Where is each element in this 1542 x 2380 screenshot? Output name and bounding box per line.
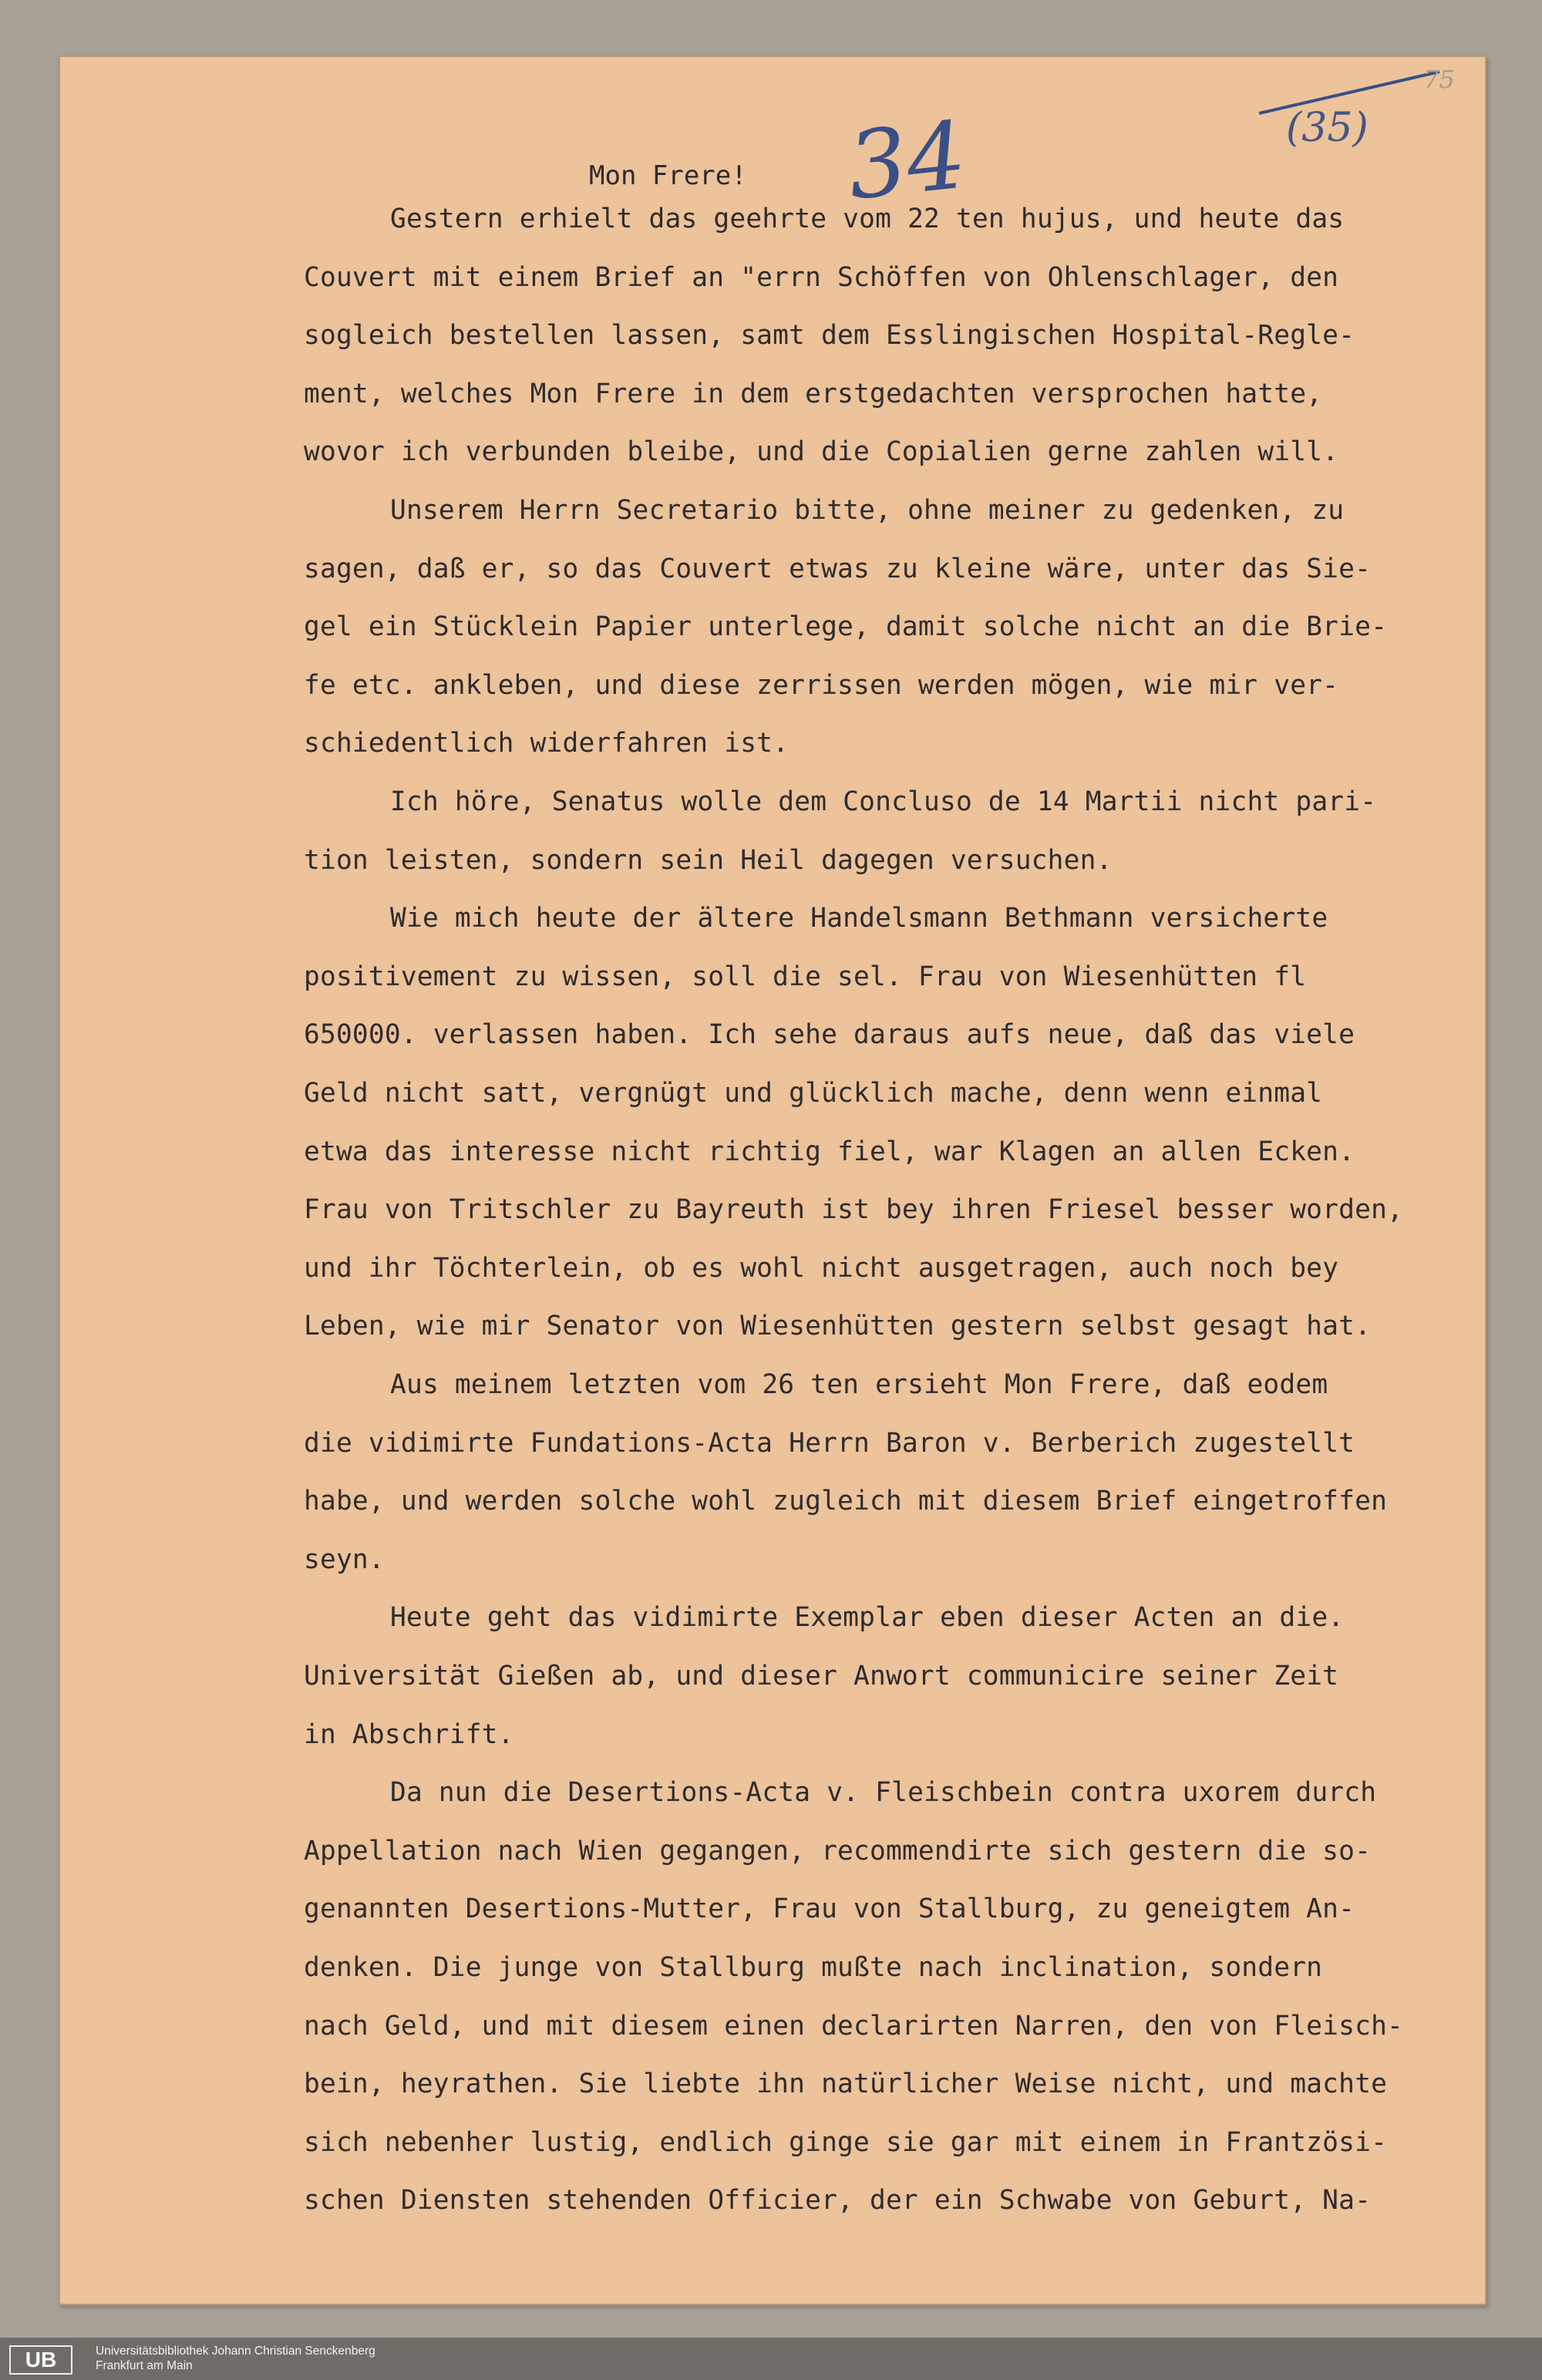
letter-line: nach Geld, und mit diesem einen declarirten Narren, den von Fleisch-: [304, 2011, 1404, 2042]
letter-line: genannten Desertions-Mutter, Frau von Stallburg, zu geneigtem An-: [304, 1894, 1355, 1924]
letter-line: sich nebenher lustig, endlich ginge sie gar mit einem in Frantzösi-: [304, 2127, 1388, 2158]
letter-line: denken. Die junge von Stallburg mußte nach inclination, sondern: [304, 1952, 1323, 1983]
salutation: Mon Frere!: [589, 160, 747, 191]
library-logo: UB: [9, 2345, 72, 2375]
letter-line: Leben, wie mir Senator von Wiesenhütten gestern selbst gesagt hat.: [304, 1311, 1372, 1341]
library-name-line2: Frankfurt am Main: [96, 2359, 193, 2372]
letter-line: und ihr Töchterlein, ob es wohl nicht ausgetragen, auch noch bey: [304, 1253, 1339, 1284]
letter-line: tion leisten, sondern sein Heil dagegen versuchen.: [304, 845, 1113, 876]
letter-line: seyn.: [304, 1544, 385, 1575]
letter-line: Da nun die Desertions-Acta v. Fleischbein contra uxorem durch: [390, 1777, 1377, 1808]
letter-line: Ich höre, Senatus wolle dem Concluso de 14 Martii nicht pari-: [390, 786, 1377, 817]
letter-line: fe etc. ankleben, und diese zerrissen werden mögen, wie mir ver-: [304, 670, 1339, 701]
page-number-annotation: 34: [843, 102, 971, 221]
letter-line: Couvert mit einem Brief an "errn Schöffen von Ohlenschlager, den: [304, 262, 1339, 293]
letter-line: wovor ich verbunden bleibe, und die Copialien gerne zahlen will.: [304, 436, 1339, 467]
letter-line: Frau von Tritschler zu Bayreuth ist bey ihren Friesel besser worden,: [304, 1194, 1404, 1225]
letter-line: sogleich bestellen lassen, samt dem Esslingischen Hospital-Regle-: [304, 320, 1355, 351]
letter-line: Aus meinem letzten vom 26 ten ersieht Mon Frere, daß eodem: [390, 1369, 1328, 1400]
letter-line: bein, heyrathen. Sie liebte ihn natürlicher Weise nicht, und machte: [304, 2069, 1388, 2099]
letter-line: gel ein Stücklein Papier unterlege, damit solche nicht an die Brie-: [304, 611, 1388, 642]
letter-line: sagen, daß er, so das Couvert etwas zu kleine wäre, unter das Sie-: [304, 554, 1372, 584]
letter-line: Wie mich heute der ältere Handelsmann Bethmann versicherte: [390, 903, 1328, 934]
corner-pencil-number: 75: [1423, 65, 1455, 94]
letter-line: Heute geht das vidimirte Exemplar eben dieser Acten an die.: [390, 1602, 1345, 1633]
letter-line: etwa das interesse nicht richtig fiel, war Klagen an allen Ecken.: [304, 1136, 1355, 1167]
letter-line: habe, und werden solche wohl zugleich mit diesem Brief eingetroffen: [304, 1486, 1388, 1517]
letter-line: Universität Gießen ab, und dieser Anwort communicire seiner Zeit: [304, 1661, 1339, 1692]
letter-line: schiedentlich widerfahren ist.: [304, 728, 790, 759]
letter-line: Gestern erhielt das geehrte vom 22 ten hujus, und heute das: [390, 204, 1345, 234]
letter-line: in Abschrift.: [304, 1719, 514, 1750]
letter-line: die vidimirte Fundations-Acta Herrn Baron v. Berberich zugestellt: [304, 1428, 1355, 1459]
letter-line: 650000. verlassen haben. Ich sehe daraus aufs neue, daß das viele: [304, 1019, 1355, 1050]
library-name-line1: Universitätsbibliothek Johann Christian Senckenberg: [96, 2345, 375, 2358]
old-page-number-annotation: (35): [1286, 105, 1369, 151]
letter-line: positivement zu wissen, soll die sel. Frau von Wiesenhütten fl: [304, 961, 1307, 992]
letter-line: Appellation nach Wien gegangen, recommendirte sich gestern die so-: [304, 1836, 1372, 1867]
letter-line: schen Diensten stehenden Officier, der ein Schwabe von Geburt, Na-: [304, 2185, 1372, 2216]
library-name: [96, 2344, 375, 2373]
letter-line: Geld nicht satt, vergnügt und glücklich mache, denn wenn einmal: [304, 1078, 1323, 1109]
letter-line: Unserem Herrn Secretario bitte, ohne meiner zu gedenken, zu: [390, 495, 1345, 526]
letter-line: ment, welches Mon Frere in dem erstgedachten versprochen hatte,: [304, 379, 1323, 409]
